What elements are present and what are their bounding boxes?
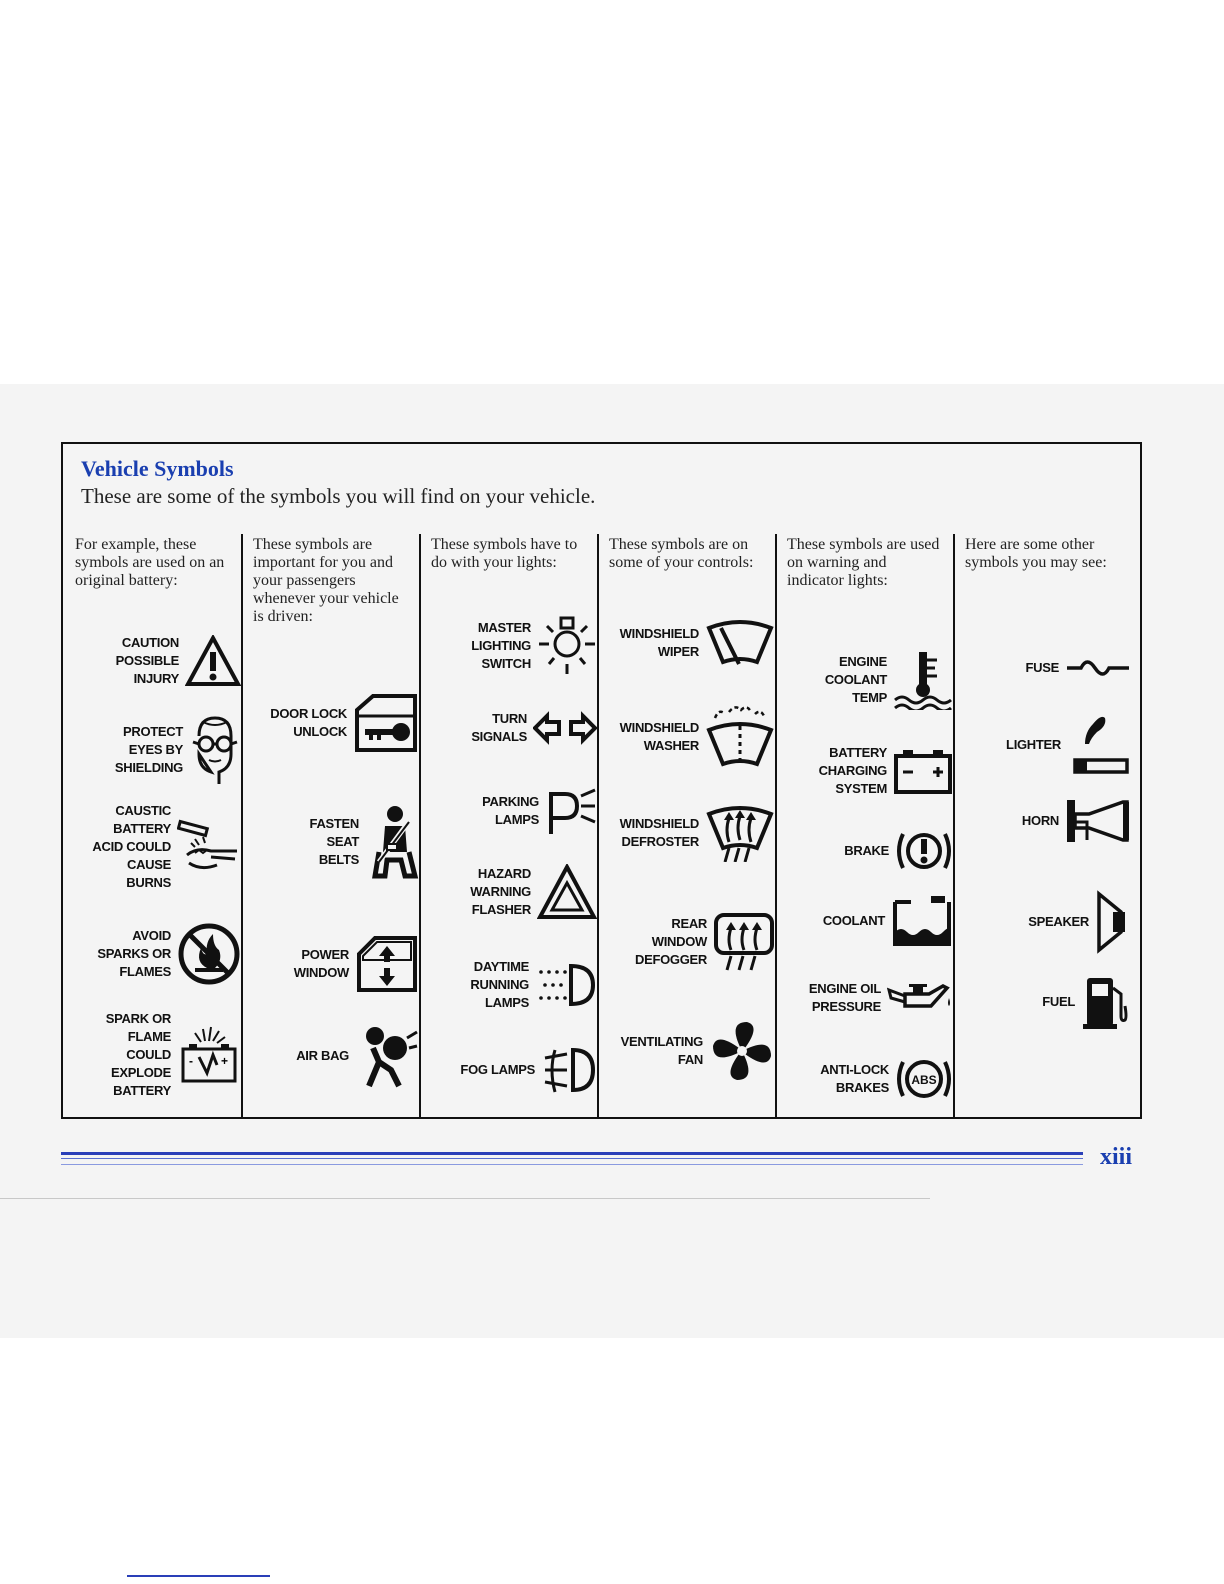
symbol-daytime-lamps [423,958,597,1012]
turn-signals-icon [533,711,597,745]
symbol-label: FOG LAMPS [460,1062,535,1077]
symbol-label: AIR BAG [296,1048,349,1063]
page-number: xiii [1100,1144,1133,1170]
svg-text:-: - [189,1054,193,1068]
fuel-pump-icon [1081,974,1131,1030]
symbol-parking-lamps [423,786,597,836]
symbol-label: BRAKE [844,843,889,858]
symbol-label: SPEAKER [1028,914,1089,929]
column-intro: Here are some other symbols you may see: [965,536,1107,571]
symbol-label: HORN [1021,813,1059,828]
brake-icon [895,826,953,876]
power-window-icon [355,934,419,994]
symbol-brake [779,826,953,876]
battery-icon [893,748,953,794]
column-intro: These symbols have to do with your lights: [431,536,578,571]
symbol-label: DAYTIME RUNNING LAMPS [470,959,529,1010]
symbol-windshield-wiper [601,618,775,668]
column-other [953,534,1133,1117]
symbol-label: REAR WINDOW DEFOGGER [635,916,707,967]
symbol-spark-explode [67,1010,241,1100]
speaker-icon [1095,890,1131,954]
symbol-label: FASTEN SEAT BELTS [309,816,359,867]
symbol-fog-lamps [423,1044,597,1096]
symbol-label: WINDSHIELD WASHER [619,720,699,753]
lighter-icon [1067,710,1131,780]
symbol-label: AVOID SPARKS OR FLAMES [97,928,171,979]
daytime-lamps-icon [535,960,597,1010]
exploding-battery-icon [177,1025,241,1085]
symbol-door-lock [245,694,419,752]
symbol-air-bag [245,1024,419,1088]
seat-belt-icon [365,804,419,880]
symbol-label: DOOR LOCK UNLOCK [270,706,347,739]
column-intro: These symbols are used on warning and indicator lights: [787,536,940,589]
column-intro: These symbols are important for you and your passengers whenever your vehicle is driven: [253,536,399,625]
symbol-label: ENGINE COOLANT TEMP [824,654,887,705]
symbol-label: HAZARD WARNING FLASHER [470,866,531,917]
acid-hand-icon [177,819,241,875]
caution-triangle-icon [185,635,241,687]
symbol-caustic-acid [67,802,241,892]
vehicle-symbols-panel [61,442,1142,1119]
column-intro: These symbols are on some of your controls: [609,536,754,571]
footer-rule [61,1164,1083,1165]
wiper-icon [705,618,775,668]
symbol-avoid-sparks [67,922,241,986]
no-flame-icon [177,922,241,986]
coolant-tank-icon [891,894,953,948]
symbol-fuse [957,654,1131,682]
abs-icon [895,1054,953,1104]
symbol-label: PROTECT EYES BY SHIELDING [114,724,183,775]
symbol-label: COOLANT [822,913,885,928]
symbol-label: FUEL [1042,994,1075,1009]
fan-icon [709,1018,775,1084]
door-lock-icon [353,694,419,752]
goggles-face-icon [189,714,241,786]
symbol-ventilating-fan [601,1018,775,1084]
page-subtitle: These are some of the symbols you will find on your vehicle. [81,484,596,508]
symbol-power-window [245,934,419,994]
divider [127,1575,270,1577]
footer-rule [61,1152,1083,1155]
symbol-label: ENGINE OIL PRESSURE [808,981,881,1014]
symbol-speaker [957,890,1131,954]
symbol-lighter [957,710,1131,780]
footer-rule [61,1158,1083,1159]
symbol-battery-charging [779,744,953,798]
symbol-engine-coolant-temp [779,650,953,710]
symbol-master-lighting [423,614,597,678]
symbol-windshield-washer [601,704,775,770]
svg-text:+: + [221,1054,229,1068]
symbol-label: CAUTION POSSIBLE INJURY [115,635,179,686]
divider [0,1198,930,1199]
symbol-label: VENTILATING FAN [620,1034,703,1067]
fuse-icon [1065,654,1131,682]
column-warning-lights [775,534,955,1117]
symbol-label: SPARK OR FLAME COULD EXPLODE BATTERY [105,1011,171,1098]
hazard-triangle-icon [537,864,597,920]
column-battery [63,534,243,1117]
symbol-label: ANTI-LOCK BRAKES [820,1062,889,1095]
column-passengers [241,534,421,1117]
symbol-fuel [957,974,1131,1030]
symbol-turn-signals [423,710,597,746]
symbol-label: MASTER LIGHTING SWITCH [471,620,531,671]
rear-defogger-icon [713,912,775,972]
symbol-windshield-defroster [601,804,775,862]
symbol-engine-oil-pressure [779,978,953,1018]
symbol-label: PARKING LAMPS [482,794,539,827]
symbol-label: LIGHTER [1006,737,1061,752]
column-intro: For example, these symbols are used on an original battery: [75,536,225,589]
horn-icon [1065,796,1131,846]
symbol-label: WINDSHIELD WIPER [619,626,699,659]
master-lighting-icon [537,614,597,678]
column-lights [419,534,599,1117]
symbol-label: WINDSHIELD DEFROSTER [619,816,699,849]
defroster-icon [705,804,775,862]
parking-lamps-icon [545,786,597,836]
fog-lamps-icon [541,1044,597,1096]
symbol-rear-defogger [601,912,775,972]
symbol-horn [957,796,1131,846]
oil-can-icon [887,978,953,1018]
symbol-label: BATTERY CHARGING SYSTEM [818,745,887,796]
page-title: Vehicle Symbols [81,456,234,481]
abs-text: ABS [911,1073,937,1087]
symbol-seat-belts [245,804,419,880]
coolant-temp-icon [893,650,953,710]
air-bag-icon [355,1024,419,1088]
symbol-label: FUSE [1025,660,1059,675]
column-controls [597,534,777,1117]
symbol-anti-lock-brakes [779,1054,953,1104]
washer-icon [705,704,775,770]
symbol-label: CAUSTIC BATTERY ACID COULD CAUSE BURNS [92,803,171,890]
symbol-protect-eyes [67,714,241,786]
symbol-label: TURN SIGNALS [471,711,527,744]
symbol-label: POWER WINDOW [293,947,349,980]
symbol-hazard-flasher [423,864,597,920]
symbol-coolant [779,894,953,948]
symbol-caution [67,634,241,688]
